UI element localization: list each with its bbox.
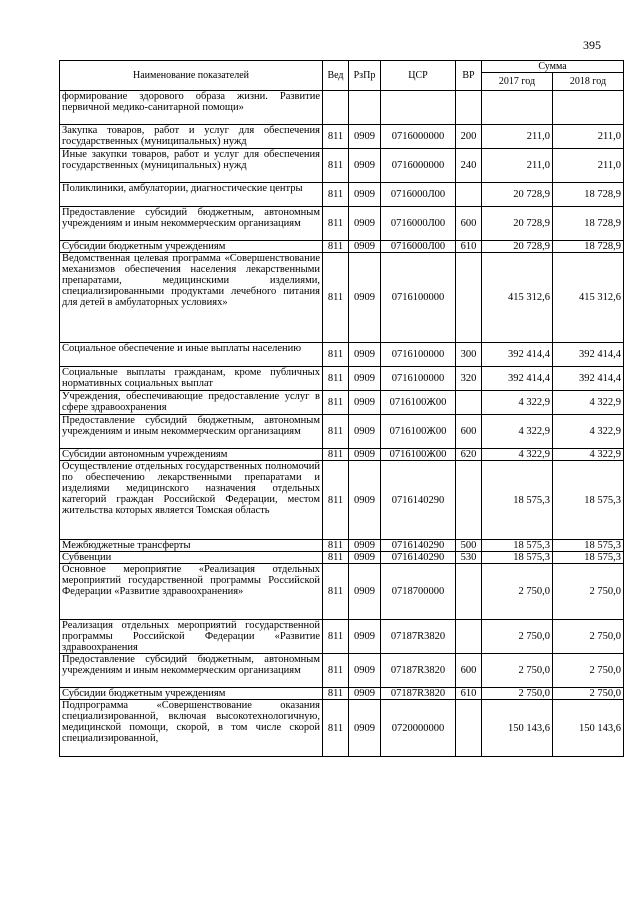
table-row xyxy=(60,654,624,688)
row-rzpr: 0909 xyxy=(349,149,381,183)
row-ved: 811 xyxy=(323,449,349,461)
row-ved: 811 xyxy=(323,207,349,241)
row-sum-2018: 2 750,0 xyxy=(553,620,624,654)
row-csr: 0716100Ж00 xyxy=(381,449,456,461)
row-ved: 811 xyxy=(323,149,349,183)
header-summa: Сумма xyxy=(482,61,624,73)
row-rzpr: 0909 xyxy=(349,654,381,688)
row-sum-2017: 4 322,9 xyxy=(482,415,553,449)
row-name: Иные закупки товаров, работ и услуг для обеспечения государственных (муниципальных) нужд xyxy=(60,149,323,183)
row-vr xyxy=(456,391,482,415)
row-sum-2018: 18 728,9 xyxy=(553,241,624,253)
row-ved: 811 xyxy=(323,700,349,757)
table-row xyxy=(60,241,624,253)
row-sum-2017 xyxy=(482,91,553,125)
row-sum-2017: 4 322,9 xyxy=(482,391,553,415)
row-sum-2017: 211,0 xyxy=(482,149,553,183)
row-rzpr: 0909 xyxy=(349,253,381,343)
row-rzpr: 0909 xyxy=(349,343,381,367)
row-name: Основное мероприятие «Реализация отдельных мероприятий государственной программы Российской Федерации «Развитие здравоохранения» xyxy=(60,564,323,620)
row-csr: 0716140290 xyxy=(381,461,456,540)
row-sum-2017: 2 750,0 xyxy=(482,688,553,700)
row-csr: 0716000Л00 xyxy=(381,241,456,253)
row-sum-2017: 415 312,6 xyxy=(482,253,553,343)
row-sum-2017: 2 750,0 xyxy=(482,654,553,688)
row-vr: 600 xyxy=(456,654,482,688)
row-vr: 500 xyxy=(456,540,482,552)
row-sum-2017: 392 414,4 xyxy=(482,367,553,391)
row-name: формирование здорового образа жизни. Развитие первичной медико-санитарной помощи» xyxy=(60,91,323,125)
row-sum-2018: 150 143,6 xyxy=(553,700,624,757)
row-ved: 811 xyxy=(323,391,349,415)
row-sum-2018: 211,0 xyxy=(553,149,624,183)
row-vr: 200 xyxy=(456,125,482,149)
row-csr: 07187R3820 xyxy=(381,654,456,688)
row-rzpr: 0909 xyxy=(349,449,381,461)
row-ved: 811 xyxy=(323,241,349,253)
table-row xyxy=(60,391,624,415)
row-vr: 600 xyxy=(456,207,482,241)
page-number: 395 xyxy=(583,38,601,52)
row-vr: 240 xyxy=(456,149,482,183)
row-rzpr: 0909 xyxy=(349,620,381,654)
row-csr: 0716000Л00 xyxy=(381,183,456,207)
row-vr xyxy=(456,564,482,620)
row-name: Субсидии бюджетным учреждениям xyxy=(60,688,323,700)
row-csr: 0716100000 xyxy=(381,367,456,391)
row-sum-2018: 2 750,0 xyxy=(553,564,624,620)
row-sum-2018 xyxy=(553,91,624,125)
table-row xyxy=(60,688,624,700)
row-vr: 610 xyxy=(456,688,482,700)
header-2017: 2017 год xyxy=(482,73,553,91)
row-rzpr: 0909 xyxy=(349,415,381,449)
row-sum-2018: 2 750,0 xyxy=(553,654,624,688)
row-sum-2017: 18 575,3 xyxy=(482,552,553,564)
table-row xyxy=(60,343,624,367)
row-sum-2017: 2 750,0 xyxy=(482,564,553,620)
table-row xyxy=(60,700,624,757)
row-rzpr: 0909 xyxy=(349,700,381,757)
row-rzpr: 0909 xyxy=(349,207,381,241)
table-row xyxy=(60,415,624,449)
row-csr: 0716000000 xyxy=(381,125,456,149)
row-sum-2017: 18 575,3 xyxy=(482,540,553,552)
row-sum-2018: 18 575,3 xyxy=(553,552,624,564)
table-row xyxy=(60,540,624,552)
row-csr: 0716140290 xyxy=(381,540,456,552)
row-rzpr: 0909 xyxy=(349,391,381,415)
header-name: Наименование показателей xyxy=(60,61,323,91)
table-row xyxy=(60,183,624,207)
row-name: Подпрограмма «Совершенствование оказания специализированной, включая высокотехнологичную, медицинской помощи, скорой, в том числе скорой специализированной, xyxy=(60,700,323,757)
table-row xyxy=(60,207,624,241)
table-row xyxy=(60,461,624,540)
row-ved: 811 xyxy=(323,253,349,343)
row-csr: 0716100000 xyxy=(381,343,456,367)
budget-table xyxy=(59,60,624,757)
row-sum-2017: 18 575,3 xyxy=(482,461,553,540)
row-csr: 0718700000 xyxy=(381,564,456,620)
table-row xyxy=(60,125,624,149)
row-sum-2017: 2 750,0 xyxy=(482,620,553,654)
header-rzpr: РзПр xyxy=(349,61,381,91)
header-ved: Вед xyxy=(323,61,349,91)
table-row xyxy=(60,564,624,620)
row-name: Субвенции xyxy=(60,552,323,564)
row-name: Предоставление субсидий бюджетным, автономным учреждениям и иным некоммерческим организациям xyxy=(60,415,323,449)
row-ved: 811 xyxy=(323,552,349,564)
table-row xyxy=(60,449,624,461)
row-name: Поликлиники, амбулатории, диагностические центры xyxy=(60,183,323,207)
row-vr: 320 xyxy=(456,367,482,391)
row-sum-2017: 20 728,9 xyxy=(482,183,553,207)
row-ved: 811 xyxy=(323,564,349,620)
row-csr: 07187R3820 xyxy=(381,688,456,700)
header-csr: ЦСР xyxy=(381,61,456,91)
row-vr: 600 xyxy=(456,415,482,449)
row-sum-2018: 392 414,4 xyxy=(553,367,624,391)
row-rzpr: 0909 xyxy=(349,552,381,564)
row-ved: 811 xyxy=(323,654,349,688)
row-sum-2018: 4 322,9 xyxy=(553,415,624,449)
row-rzpr: 0909 xyxy=(349,461,381,540)
row-ved: 811 xyxy=(323,620,349,654)
row-vr xyxy=(456,91,482,125)
row-ved: 811 xyxy=(323,415,349,449)
row-name: Предоставление субсидий бюджетным, автономным учреждениям и иным некоммерческим организациям xyxy=(60,654,323,688)
header-vr: ВР xyxy=(456,61,482,91)
table-row xyxy=(60,367,624,391)
row-name: Учреждения, обеспечивающие предоставление услуг в сфере здравоохранения xyxy=(60,391,323,415)
row-ved: 811 xyxy=(323,367,349,391)
row-csr: 0716100Ж00 xyxy=(381,415,456,449)
row-sum-2018: 211,0 xyxy=(553,125,624,149)
row-name: Субсидии бюджетным учреждениям xyxy=(60,241,323,253)
row-sum-2018: 18 575,3 xyxy=(553,540,624,552)
row-sum-2018: 4 322,9 xyxy=(553,449,624,461)
row-sum-2018: 18 728,9 xyxy=(553,207,624,241)
row-csr: 0716100000 xyxy=(381,253,456,343)
row-ved: 811 xyxy=(323,343,349,367)
row-csr xyxy=(381,91,456,125)
row-sum-2017: 392 414,4 xyxy=(482,343,553,367)
row-name: Субсидии автономным учреждениям xyxy=(60,449,323,461)
row-name: Реализация отдельных мероприятий государственной программы Российской Федерации «Развитие здравоохранения xyxy=(60,620,323,654)
row-vr: 530 xyxy=(456,552,482,564)
row-csr: 0716100Ж00 xyxy=(381,391,456,415)
row-sum-2017: 20 728,9 xyxy=(482,241,553,253)
row-name: Социальное обеспечение и иные выплаты населению xyxy=(60,343,323,367)
row-csr: 0716000000 xyxy=(381,149,456,183)
row-sum-2018: 2 750,0 xyxy=(553,688,624,700)
row-vr: 300 xyxy=(456,343,482,367)
row-sum-2017: 211,0 xyxy=(482,125,553,149)
row-name: Социальные выплаты гражданам, кроме публичных нормативных социальных выплат xyxy=(60,367,323,391)
table-row xyxy=(60,149,624,183)
row-name: Предоставление субсидий бюджетным, автономным учреждениям и иным некоммерческим организациям xyxy=(60,207,323,241)
row-rzpr: 0909 xyxy=(349,540,381,552)
row-rzpr: 0909 xyxy=(349,125,381,149)
row-sum-2017: 150 143,6 xyxy=(482,700,553,757)
row-sum-2017: 4 322,9 xyxy=(482,449,553,461)
row-sum-2017: 20 728,9 xyxy=(482,207,553,241)
row-ved: 811 xyxy=(323,688,349,700)
row-csr: 0716140290 xyxy=(381,552,456,564)
row-rzpr: 0909 xyxy=(349,241,381,253)
header-2018: 2018 год xyxy=(553,73,624,91)
row-sum-2018: 18 575,3 xyxy=(553,461,624,540)
table-row xyxy=(60,91,624,125)
row-csr: 0716000Л00 xyxy=(381,207,456,241)
row-vr xyxy=(456,620,482,654)
row-sum-2018: 18 728,9 xyxy=(553,183,624,207)
row-csr: 0720000000 xyxy=(381,700,456,757)
row-vr xyxy=(456,253,482,343)
row-rzpr: 0909 xyxy=(349,367,381,391)
row-ved: 811 xyxy=(323,183,349,207)
table-row xyxy=(60,620,624,654)
row-name: Осуществление отдельных государственных полномочий по обеспечению лекарственными препаратами и изделиями медицинского назначения отдельных категорий граждан Российской Федерации, местом жительства которых является Томская область xyxy=(60,461,323,540)
row-vr xyxy=(456,461,482,540)
row-name: Ведомственная целевая программа «Совершенствование механизмов обеспечения населения лекарственными препаратами, медицинскими изделиями, специализированными продуктами лечебного питания для детей в амбулаторных условиях» xyxy=(60,253,323,343)
row-sum-2018: 4 322,9 xyxy=(553,391,624,415)
row-sum-2018: 392 414,4 xyxy=(553,343,624,367)
row-rzpr: 0909 xyxy=(349,688,381,700)
row-ved: 811 xyxy=(323,125,349,149)
row-rzpr: 0909 xyxy=(349,564,381,620)
table-row xyxy=(60,552,624,564)
row-ved xyxy=(323,91,349,125)
row-rzpr: 0909 xyxy=(349,183,381,207)
row-ved: 811 xyxy=(323,461,349,540)
row-sum-2018: 415 312,6 xyxy=(553,253,624,343)
row-name: Закупка товаров, работ и услуг для обеспечения государственных (муниципальных) нужд xyxy=(60,125,323,149)
row-csr: 07187R3820 xyxy=(381,620,456,654)
row-vr xyxy=(456,183,482,207)
row-vr: 620 xyxy=(456,449,482,461)
row-name: Межбюджетные трансферты xyxy=(60,540,323,552)
row-vr: 610 xyxy=(456,241,482,253)
table-row xyxy=(60,253,624,343)
row-ved: 811 xyxy=(323,540,349,552)
row-vr xyxy=(456,700,482,757)
row-rzpr xyxy=(349,91,381,125)
